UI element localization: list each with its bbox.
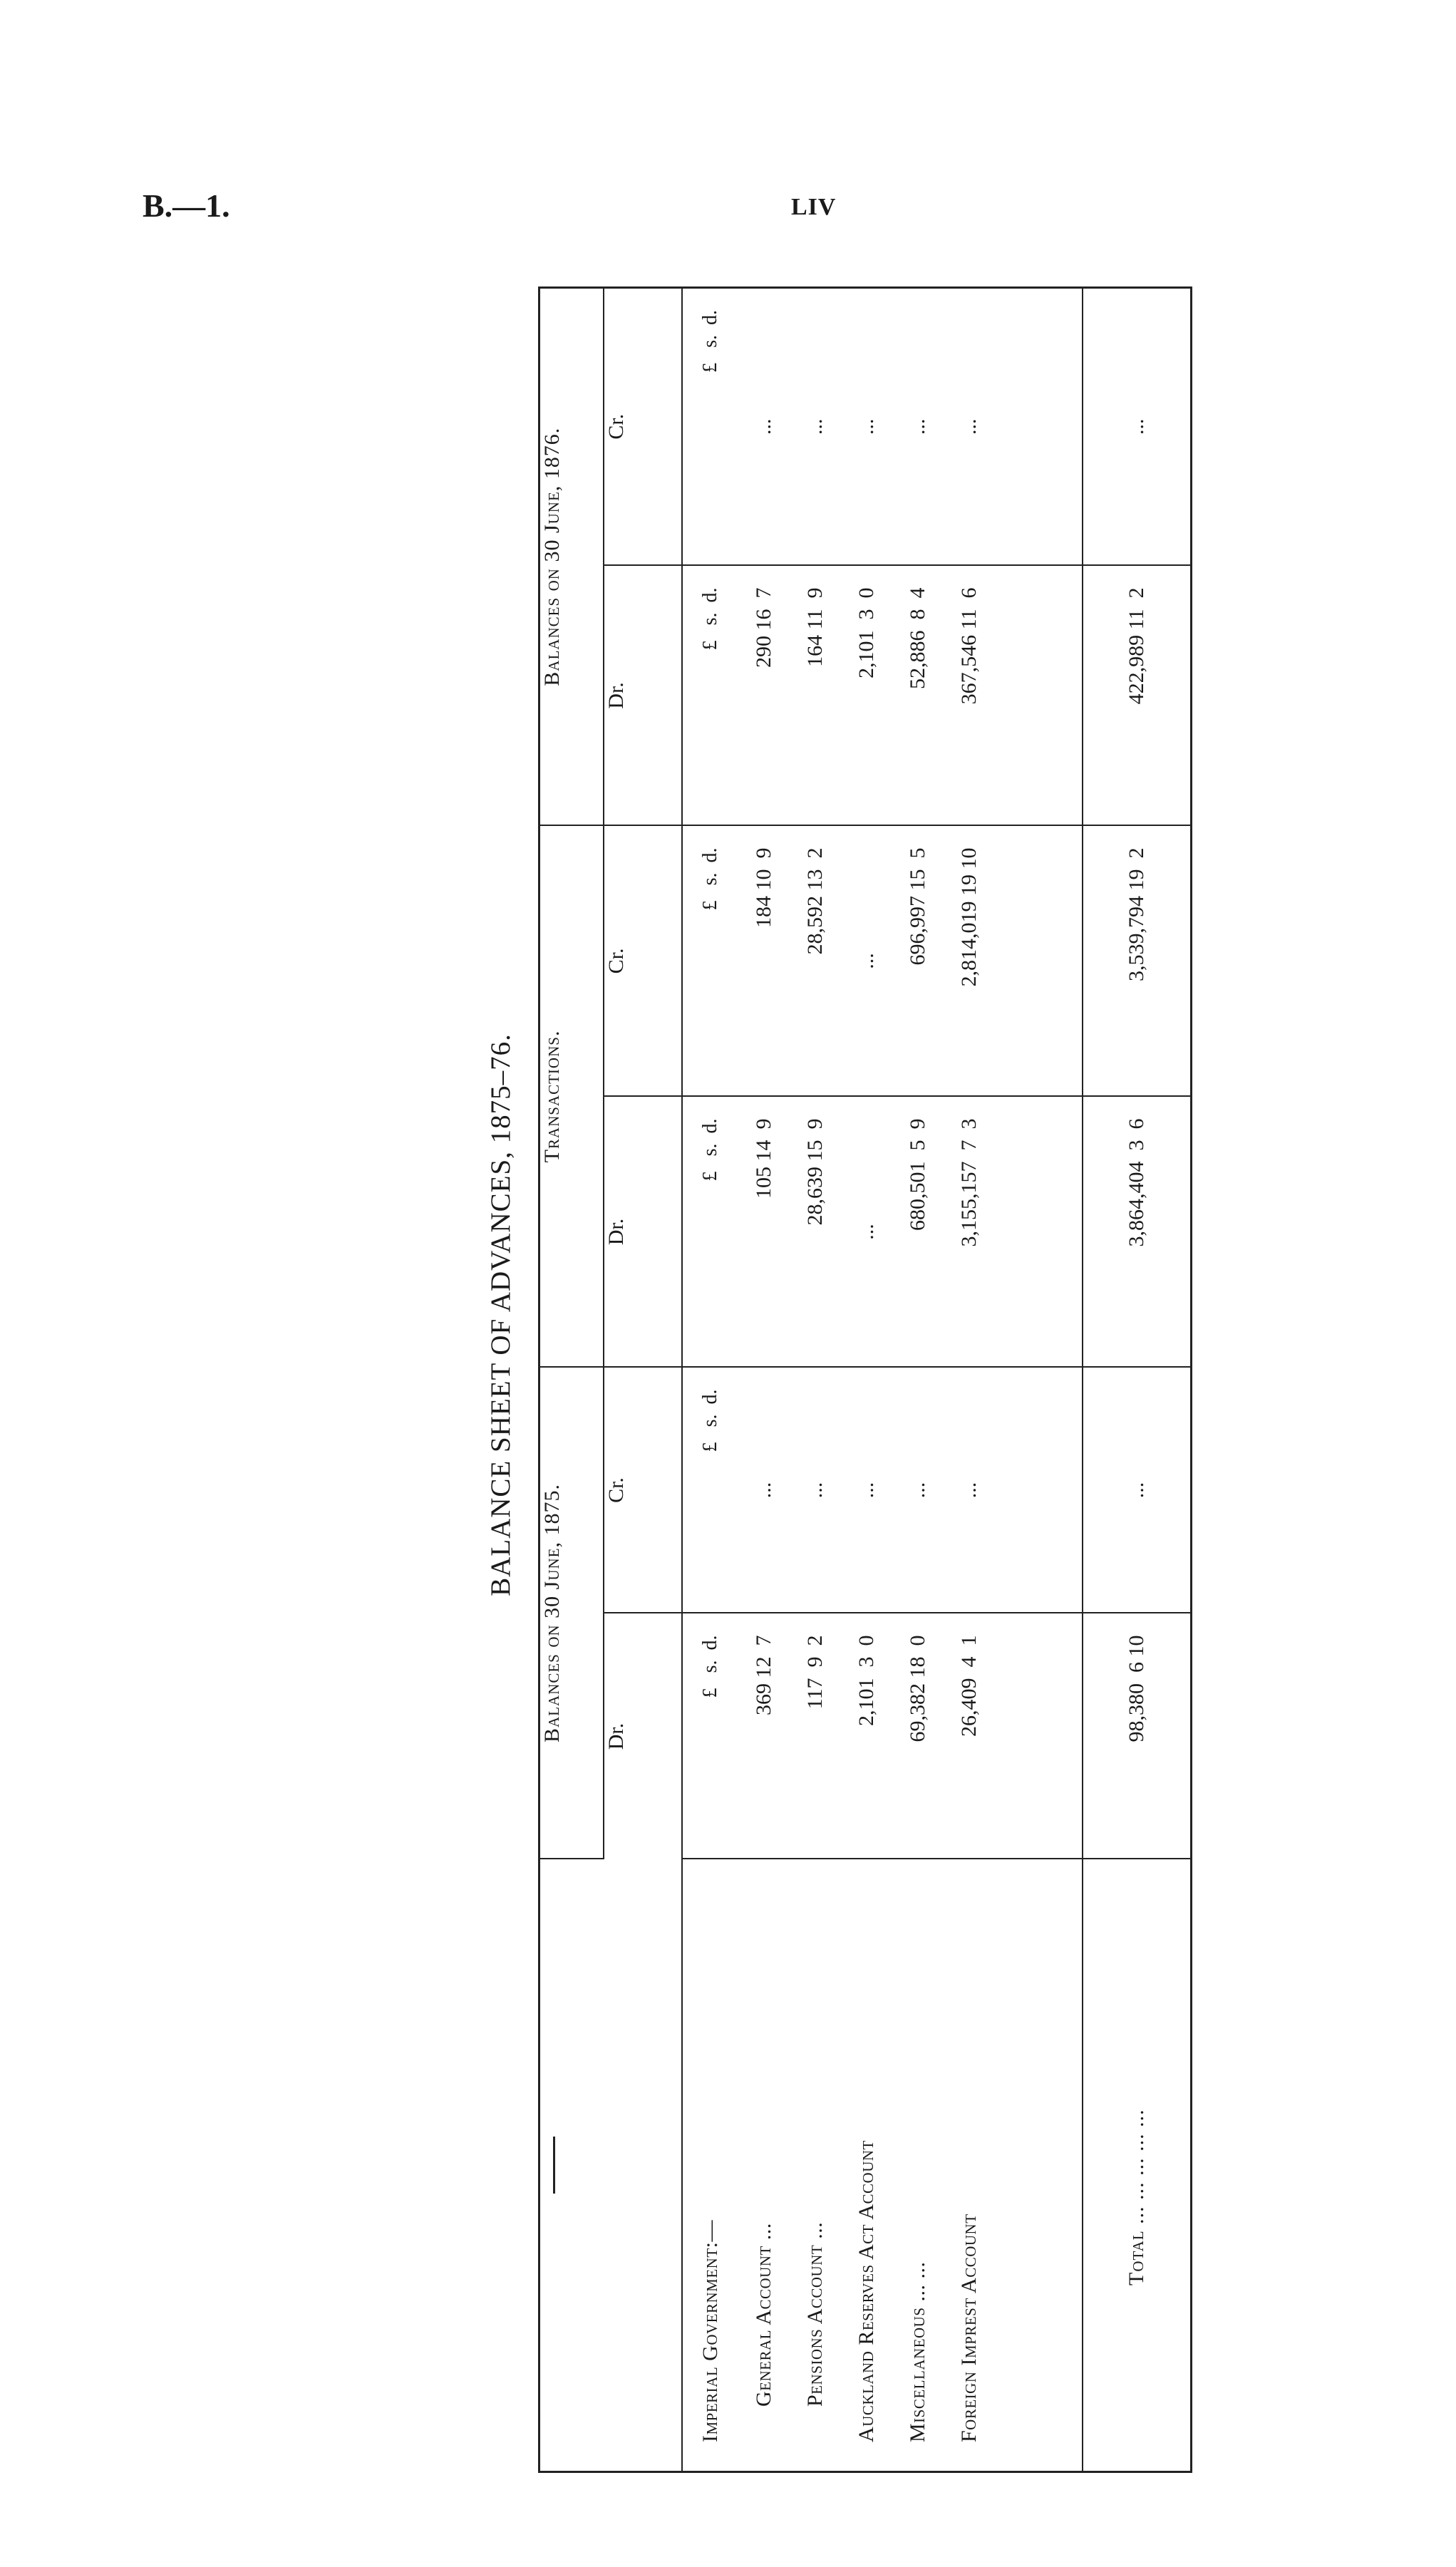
- table-cell: 28,639 15 9: [803, 1118, 827, 1226]
- column-transactions-dr: [682, 1096, 1083, 1367]
- subheader-cr: Cr.: [604, 1367, 682, 1613]
- table-cell: ...: [957, 1482, 981, 1499]
- table-cell: ...: [752, 418, 775, 435]
- column-balances-1876-cr: [682, 287, 1083, 565]
- table-cell: ...: [906, 1482, 929, 1499]
- table-cell: 69,382 18 0: [906, 1635, 929, 1742]
- subheader-dr: Dr.: [604, 1613, 682, 1859]
- row-label: Miscellaneous ... ...: [906, 2261, 929, 2442]
- stub-dash: [553, 2137, 555, 2194]
- table-cell: 105 14 9: [752, 1118, 775, 1199]
- table-cell: 2,101 3 0: [855, 587, 878, 678]
- table-cell: 290 16 7: [752, 587, 775, 668]
- subheader-dr: Dr.: [604, 565, 682, 825]
- total-row: [1083, 287, 1192, 2472]
- row-label: Auckland Reserves Act Account: [855, 2140, 878, 2442]
- currency-unit-label: £ s. d.: [699, 1118, 721, 1182]
- total-cell: ...: [1083, 1367, 1192, 1613]
- total-label-cell: [1083, 1859, 1192, 2472]
- table-body-row: [682, 287, 1083, 2472]
- currency-unit-label: £ s. d.: [699, 309, 721, 373]
- table-cell: 2,814,019 19 10: [957, 847, 981, 987]
- table-cell: 52,886 8 4: [906, 587, 929, 689]
- table-cell: 3,155,157 7 3: [957, 1118, 981, 1247]
- page-number: LIV: [791, 194, 837, 220]
- table-cell: 164 11 9: [803, 587, 827, 667]
- table-cell: 367,546 11 6: [957, 587, 981, 705]
- row-labels-column: [682, 1859, 1083, 2472]
- group-header-row: [539, 287, 604, 2472]
- subheader-cr: Cr.: [604, 287, 682, 565]
- total-cell: 3,539,794 19 2: [1083, 825, 1192, 1096]
- total-cell: 422,989 11 2: [1083, 565, 1192, 825]
- column-balances-1875-cr: [682, 1367, 1083, 1613]
- rotated-table-area: [485, 264, 1197, 2473]
- table-cell: 28,592 13 2: [803, 847, 827, 955]
- total-cell: 3,864,404 3 6: [1083, 1096, 1192, 1367]
- table-cell: 2,101 3 0: [855, 1635, 878, 1726]
- table-cell: ...: [957, 418, 981, 435]
- total-label: Total ... ... ... ... ...: [1125, 2109, 1148, 2285]
- table-cell: ...: [803, 1482, 827, 1499]
- row-label: Pensions Account ...: [803, 2221, 827, 2407]
- table-cell: ...: [906, 418, 929, 435]
- table-cell: ...: [855, 1482, 878, 1499]
- balance-sheet-table: [538, 286, 1192, 2473]
- total-cell: ...: [1083, 287, 1192, 565]
- subheader-cr: Cr.: [604, 825, 682, 1096]
- table-cell: ...: [855, 953, 878, 969]
- currency-unit-label: £ s. d.: [699, 1635, 721, 1698]
- group-header-transactions: Transactions.: [539, 825, 604, 1367]
- stub-header: [539, 1859, 683, 2472]
- column-balances-1875-dr: [682, 1613, 1083, 1859]
- table-cell: 696,997 15 5: [906, 847, 929, 966]
- column-balances-1876-dr: [682, 565, 1083, 825]
- table-cell: ...: [752, 1482, 775, 1499]
- currency-unit-label: £ s. d.: [699, 847, 721, 911]
- table-cell: 369 12 7: [752, 1635, 775, 1715]
- row-label: Foreign Imprest Account: [957, 2214, 981, 2442]
- group-header-balances-1876: Balances on 30 June, 1876.: [539, 287, 604, 825]
- currency-unit-label: £ s. d.: [699, 1389, 721, 1452]
- table-cell: 26,409 4 1: [957, 1635, 981, 1737]
- page-reference: B.—1.: [143, 187, 230, 224]
- group-header-balances-1875: Balances on 30 June, 1875.: [539, 1367, 604, 1859]
- section-heading: Imperial Government:—: [698, 2220, 722, 2442]
- table-cell: ...: [855, 1224, 878, 1240]
- table-cell: ...: [855, 418, 878, 435]
- table-cell: 680,501 5 9: [906, 1118, 929, 1231]
- table-cell: ...: [803, 418, 827, 435]
- column-transactions-cr: [682, 825, 1083, 1096]
- row-label: General Account ...: [752, 2223, 775, 2407]
- table-cell: 117 9 2: [803, 1635, 827, 1710]
- table-cell: 184 10 9: [752, 847, 775, 928]
- currency-unit-label: £ s. d.: [699, 587, 721, 651]
- subheader-dr: Dr.: [604, 1096, 682, 1367]
- total-cell: 98,380 6 10: [1083, 1613, 1192, 1859]
- table-title: BALANCE SHEET OF ADVANCES, 1875–76.: [485, 1033, 516, 1596]
